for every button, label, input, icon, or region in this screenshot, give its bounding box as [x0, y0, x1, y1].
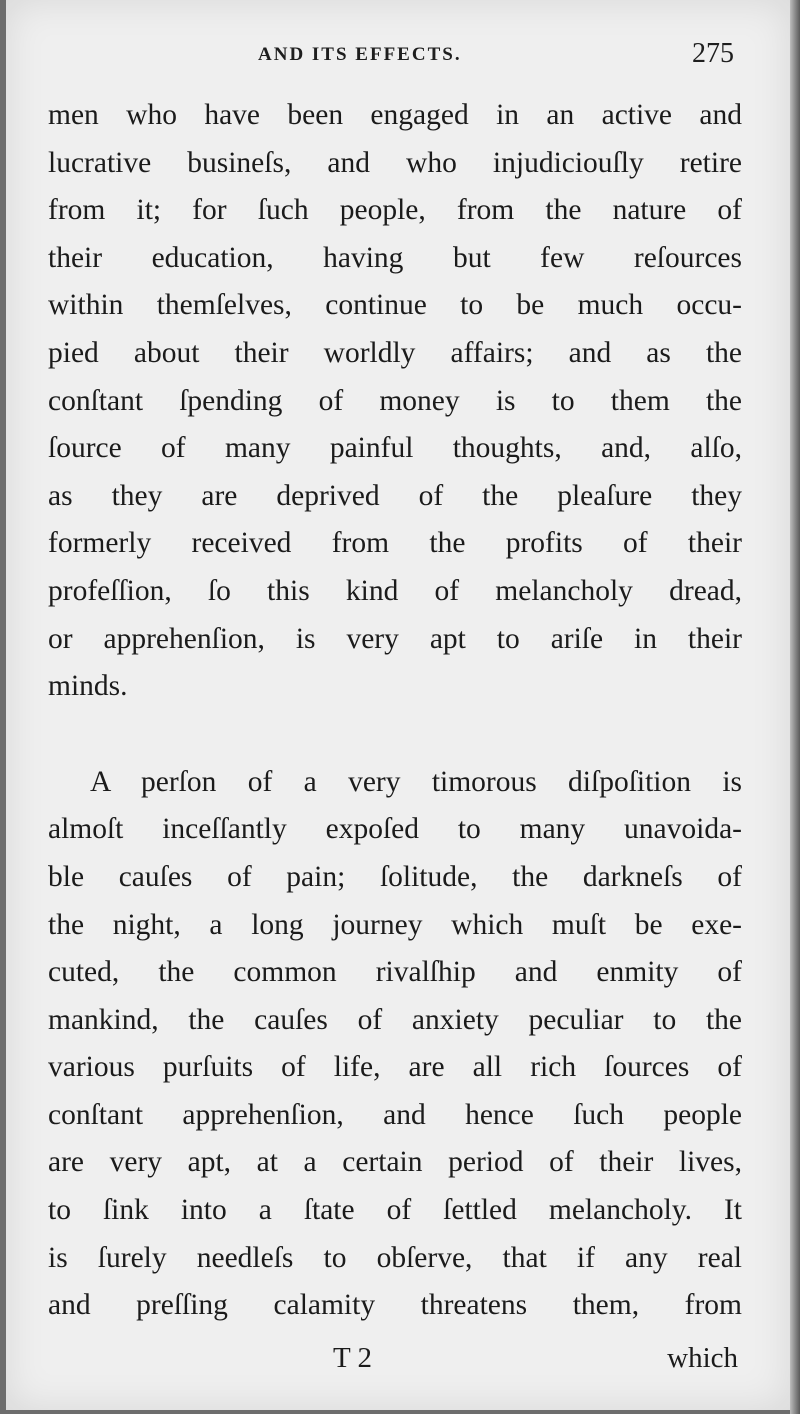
paragraph-1 — [48, 92, 742, 711]
running-head: AND ITS EFFECTS. — [258, 44, 462, 65]
text-line: lucrative busineſs, and who injudiciouſly retire — [48, 146, 742, 179]
text-line: men who have been engaged in an active and — [48, 99, 742, 131]
text-line: to ſink into a ſtate of ſettled melancholy. It — [48, 1194, 742, 1227]
text-line: conſtant apprehenſion, and hence ſuch people — [48, 1098, 742, 1131]
body-text — [48, 92, 742, 1330]
paragraph-gap — [48, 711, 742, 759]
text-line: the night, a long journey which muſt be exe- — [48, 908, 742, 941]
paragraph-2 — [48, 759, 742, 1330]
text-line: various purſuits of life, are all rich ſources of — [48, 1051, 742, 1084]
page-number: 275 — [692, 38, 734, 69]
text-line: conſtant ſpending of money is to them the — [48, 384, 742, 417]
page-edge-shadow — [790, 0, 800, 1414]
text-line: cuted, the common rivalſhip and enmity of — [48, 956, 742, 989]
text-line: almoſt inceſſantly expoſed to many unavoida- — [48, 813, 742, 846]
text-line: or apprehenſion, is very apt to ariſe in their — [48, 622, 742, 655]
text-line: mankind, the cauſes of anxiety peculiar to the — [48, 1003, 742, 1036]
book-page — [6, 0, 790, 1410]
text-line: minds. — [48, 670, 128, 703]
text-line: is ſurely needleſs to obſerve, that if any real — [48, 1241, 742, 1274]
catchword: which — [667, 1342, 738, 1374]
text-line: formerly received from the profits of their — [48, 527, 742, 560]
page-footer — [6, 1338, 790, 1382]
text-line: within themſelves, continue to be much occu- — [48, 289, 742, 322]
text-line: profeſſion, ſo this kind of melancholy dread, — [48, 574, 742, 607]
text-line: their education, having but few reſources — [48, 241, 742, 274]
text-line: ble cauſes of pain; ſolitude, the darkneſs of — [48, 860, 742, 893]
text-line: ſource of many painful thoughts, and, alſo, — [48, 432, 742, 465]
text-line: and preſſing calamity threatens them, from — [48, 1289, 742, 1322]
text-line: pied about their worldly affairs; and as the — [48, 336, 742, 369]
text-line: A perſon of a very timorous diſpoſition is — [90, 765, 742, 798]
signature-mark: T 2 — [333, 1342, 372, 1374]
page-header — [6, 38, 790, 78]
text-line: from it; for ſuch people, from the nature of — [48, 194, 742, 227]
text-line: are very apt, at a certain period of their lives, — [48, 1146, 742, 1179]
text-line: as they are deprived of the pleaſure they — [48, 479, 742, 512]
